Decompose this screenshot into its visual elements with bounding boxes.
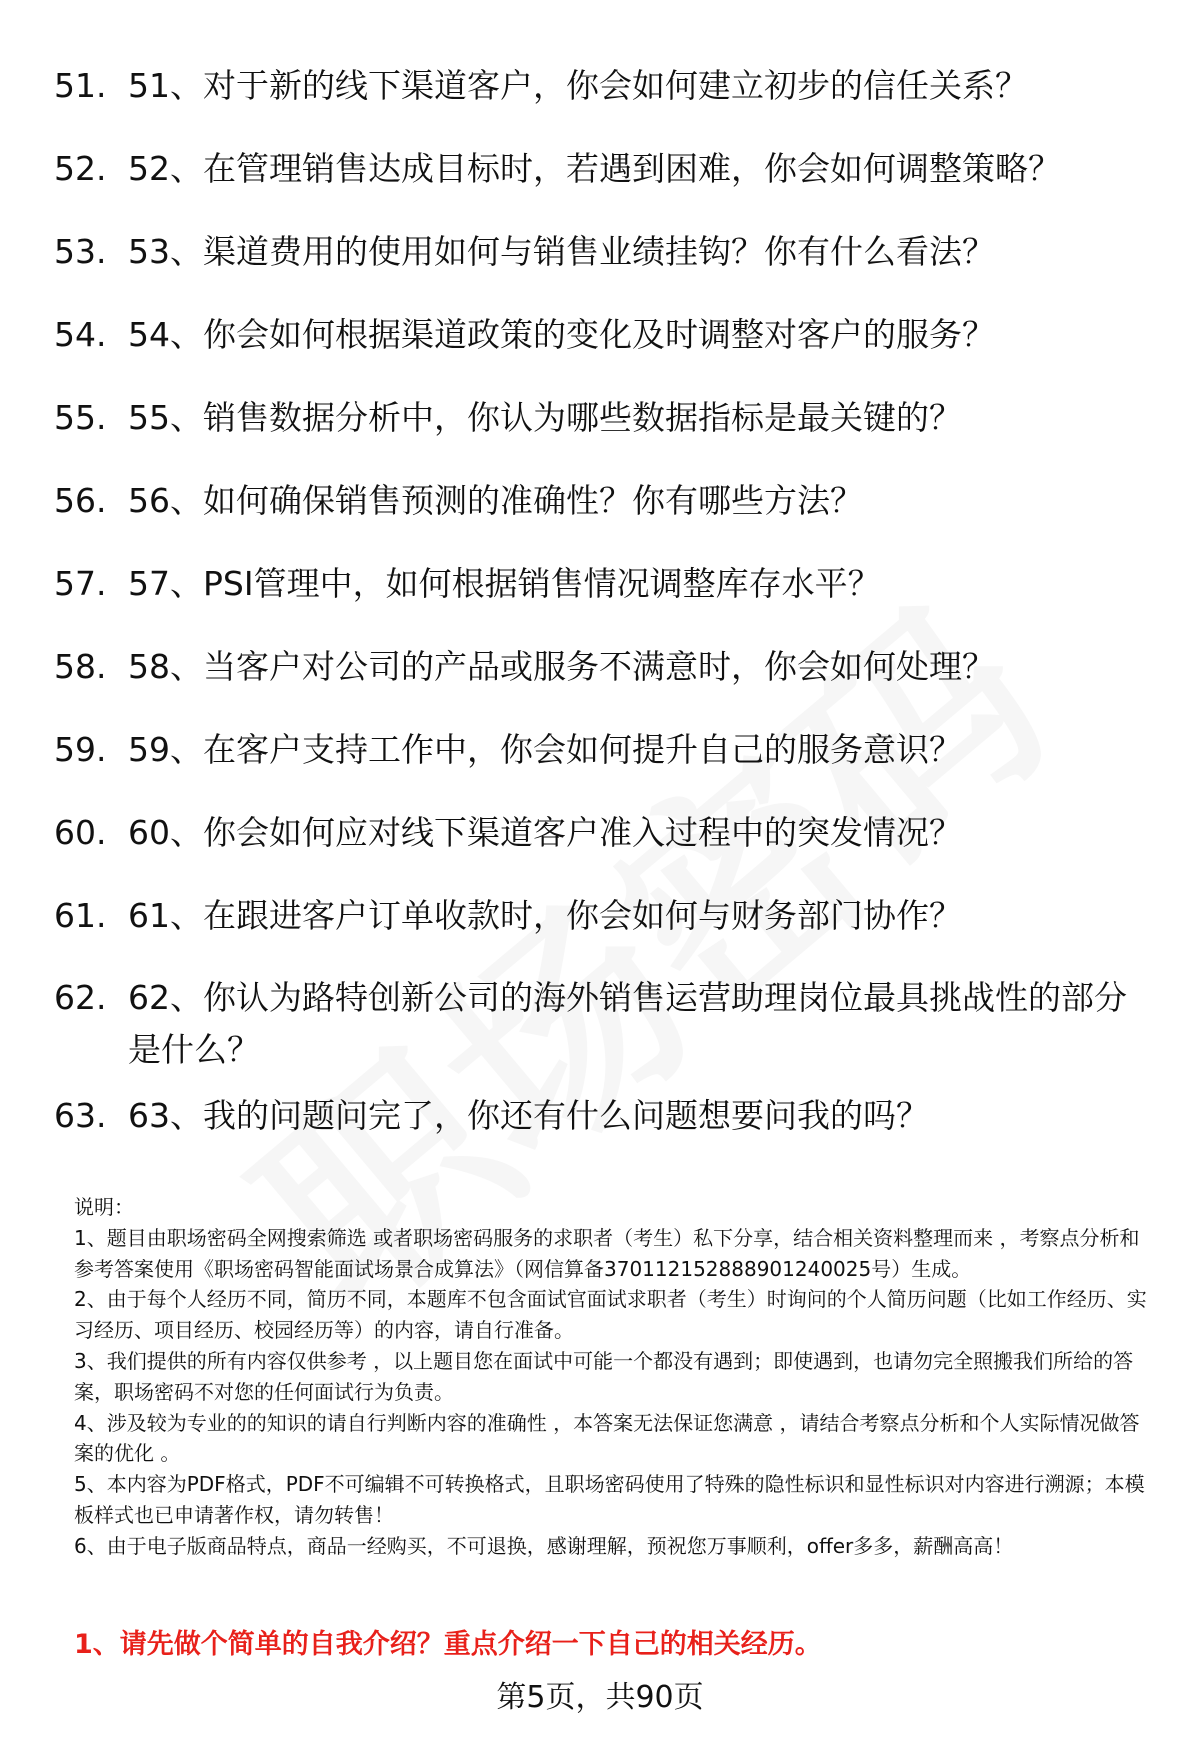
note-item: 4、涉及较为专业的的知识的请自行判断内容的准确性 ，本答案无法保证您满意 ，请结合考察点分析和个人实际情况做答案的优化 。 — [74, 1410, 1140, 1466]
question-number: 51. — [54, 66, 107, 105]
notes-section — [74, 1192, 1154, 1562]
question-text: 56、如何确保销售预测的准确性？你有哪些方法？ — [128, 481, 863, 520]
question-text: 57、PSI管理中，如何根据销售情况调整库存水平？ — [128, 564, 881, 603]
question-number: 57. — [54, 564, 107, 603]
question-number: 52. — [54, 149, 107, 188]
question-number: 60. — [54, 813, 107, 852]
question-number: 58. — [54, 647, 107, 686]
note-item: 6、由于电子版商品特点，商品一经购买，不可退换，感谢理解，预祝您万事顺利，offer多多，薪酬高高！ — [74, 1533, 1014, 1558]
question-text: 55、销售数据分析中，你认为哪些数据指标是最关键的？ — [128, 398, 962, 437]
question-text: 62、你认为路特创新公司的海外销售运营助理岗位最具挑战性的部分是什么？ — [128, 978, 1127, 1069]
question-text: 61、在跟进客户订单收款时，你会如何与财务部门协作？ — [128, 896, 962, 935]
question-text: 54、你会如何根据渠道政策的变化及时调整对客户的服务？ — [128, 315, 995, 354]
note-item: 2、由于每个人经历不同，简历不同，本题库不包含面试官面试求职者（考生）时询问的个人简历问题（比如工作经历、实习经历、项目经历、校园经历等）的内容，请自行准备。 — [74, 1287, 1147, 1343]
question-number: 59. — [54, 730, 107, 769]
question-text: 60、你会如何应对线下渠道客户准入过程中的突发情况？ — [128, 813, 962, 852]
question-text: 53、渠道费用的使用如何与销售业绩挂钩？你有什么看法？ — [128, 232, 995, 271]
question-number: 54. — [54, 315, 107, 354]
question-number: 53. — [54, 232, 107, 271]
question-number: 55. — [54, 398, 107, 437]
note-item: 5、本内容为PDF格式，PDF不可编辑不可转换格式，且职场密码使用了特殊的隐性标识和显性标识对内容进行溯源；本模板样式也已申请著作权，请勿转售！ — [74, 1472, 1145, 1527]
answer-section-heading: 1、请先做个简单的自我介绍？重点介绍一下自己的相关经历。 — [74, 1629, 822, 1660]
question-text: 59、在客户支持工作中，你会如何提升自己的服务意识？ — [128, 730, 962, 769]
question-number: 63. — [54, 1096, 107, 1135]
note-item: 3、我们提供的所有内容仅供参考 ，以上题目您在面试中可能一个都没有遇到；即使遇到，也请勿完全照搬我们所给的答案，职场密码不对您的任何面试行为负责。 — [74, 1348, 1134, 1404]
question-text: 52、在管理销售达成目标时，若遇到困难，你会如何调整策略？ — [128, 149, 1061, 188]
question-text: 63、我的问题问完了，你还有什么问题想要问我的吗？ — [128, 1096, 929, 1135]
question-text: 58、当客户对公司的产品或服务不满意时，你会如何处理？ — [128, 647, 995, 686]
question-text: 51、对于新的线下渠道客户，你会如何建立初步的信任关系？ — [128, 66, 1028, 105]
page-number: 第5页，共90页 — [496, 1680, 704, 1715]
notes-title: 说明： — [74, 1195, 134, 1219]
note-item: 1、题目由职场密码全网搜索筛选 或者职场密码服务的求职者（考生）私下分享，结合相关资料整理而来 ，考察点分析和参考答案使用《职场密码智能面试场景合成算法》（网信算备370112152888901240025号）生成。 — [74, 1225, 1140, 1281]
question-number: 62. — [54, 978, 107, 1017]
question-number: 61. — [54, 896, 107, 935]
question-number: 56. — [54, 481, 107, 520]
